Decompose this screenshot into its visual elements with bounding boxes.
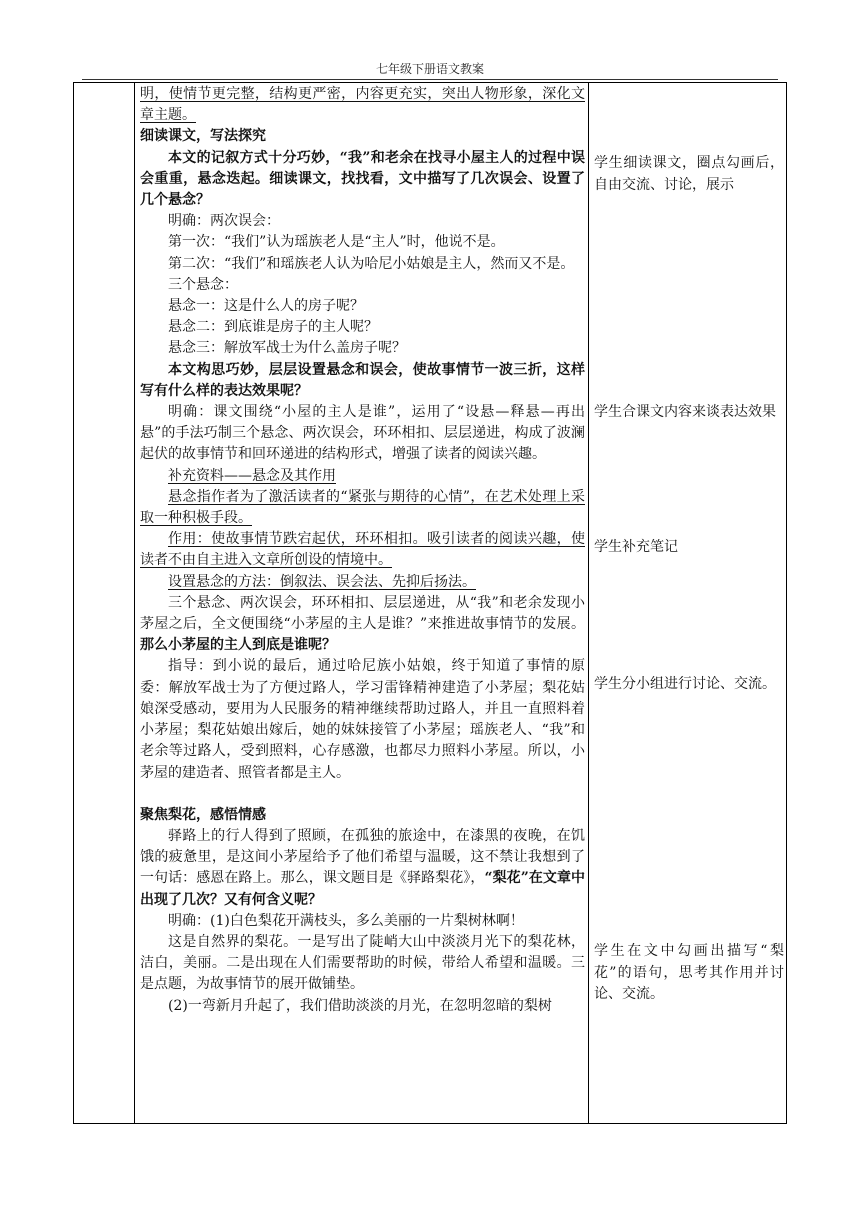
paragraph: 悬念一：这是什么人的房子呢？	[168, 298, 364, 315]
paragraph: 作用：使故事情节跌宕起伏，环环相扣。吸引读者的阅读兴趣，使读者不由自主进入文章所创设的情境中。	[140, 531, 585, 569]
question: 本文构思巧妙，层层设置悬念和误会，使故事情节一波三折，这样写有什么样的表达效果呢？	[140, 361, 585, 399]
paragraph: 第二次：“我们”和瑶族老人认为哈尼小姑娘是主人，然而又不是。	[168, 255, 575, 272]
student-activity-note: 学生细读课文，圈点勾画后，自由交流、讨论，展示	[594, 155, 784, 193]
paragraph: 明确：课文围绕“小屋的主人是谁”，运用了“设悬—释悬—再出悬”的手法巧制三个悬念、两次误会，环环相扣、层层递进，构成了波澜起伏的故事情节和回环递进的结构形式，增强了读者的阅读兴趣。	[140, 404, 585, 463]
page-header: 七年级下册语文教案	[375, 62, 484, 76]
spacer	[140, 784, 585, 805]
question: “梨花”在文章中出现了几次？又有何含义呢？	[140, 870, 586, 908]
lesson-content	[140, 84, 585, 1017]
paragraph: 悬念二：到底谁是房子的主人呢？	[168, 319, 378, 336]
paragraph-text: 驿路上的行人得到了照顾，在孤独的旅途中，在漆黑的夜晚，在饥饿的疲惫里，是这间小茅屋给予了他们希望与温暖，这不禁让我想到了一句话：感恩在路上。那么，课文题目是《驿路梨花》，	[140, 827, 585, 887]
student-activity-note: 学生补充笔记	[594, 539, 678, 555]
section-heading: 聚焦梨花，感悟情感	[140, 806, 266, 823]
question: 那么小茅屋的主人到底是谁呢？	[140, 637, 336, 654]
student-activity-note: 学生合课文内容来谈表达效果	[594, 404, 776, 420]
student-activity-note: 学生在文中勾画出描写“梨花”的语句，思考其作用并讨论、交流。	[594, 943, 784, 1002]
question: 本文的记叙方式十分巧妙，“我”和老余在找寻小屋主人的过程中误会重重，悬念迭起。细读课文，找找看，文中描写了几次误会、设置了几个悬念？	[140, 149, 585, 209]
paragraph: 指导：到小说的最后，通过哈尼族小姑娘，终于知道了事情的原委：解放军战士为了方便过路人，学习雷锋精神建造了小茅屋；梨花姑娘深受感动，要用为人民服务的精神继续帮助过路人，并且一直照料着小茅屋；梨花姑娘出嫁后，她的妹妹接管了小茅屋；瑶族老人、“我”和老余等过路人，受到照料，心存感激，也都尽力照料小茅屋。所以，小茅屋的建造者、照管者都是主人。	[140, 658, 585, 781]
paragraph: 三个悬念：	[168, 276, 238, 293]
paragraph: 明，使情节更完整，结构更严密，内容更充实，突出人物形象，深化文章主题。	[140, 86, 585, 124]
paragraph: 明确：两次误会：	[168, 213, 280, 230]
header-divider	[82, 79, 778, 80]
table-cell-left	[73, 82, 135, 1124]
paragraph: 第一次：“我们”认为瑶族老人是“主人”时，他说不是。	[168, 234, 505, 251]
paragraph: 明确：(1)白色梨花开满枝头，多么美丽的一片梨树林啊！	[168, 912, 524, 929]
student-activity-note: 学生分小组进行讨论、交流。	[594, 676, 776, 692]
paragraph: 悬念指作者为了激活读者的“紧张与期待的心情”，在艺术处理上采取一种积极手段。	[140, 488, 585, 527]
paragraph-text: 三个悬念、两次误会，环环相扣、层层递进，从“我”和老余发现小茅屋之后，全文便围绕“小茅屋的主人是谁？”来推进故事情节的发展。	[140, 594, 585, 633]
paragraph: (2)一弯新月升起了，我们借助淡淡的月光，在忽明忽暗的梨树	[168, 997, 552, 1014]
paragraph	[140, 826, 585, 911]
paragraph: 悬念三：解放军战士为什么盖房子呢？	[168, 340, 406, 357]
section-heading: 细读课文，写法探究	[140, 128, 266, 145]
paragraph	[140, 593, 585, 657]
paragraph: 这是自然界的梨花。一是写出了陡峭大山中淡淡月光下的梨花林，洁白，美丽。二是出现在人们需要帮助的时候，带给人希望和温暖。三是点题，为故事情节的展开做铺垫。	[140, 933, 585, 993]
paragraph: 设置悬念的方法：倒叙法、误会法、先抑后扬法。	[168, 573, 476, 590]
supplement-title: 补充资料——悬念及其作用	[168, 467, 336, 484]
